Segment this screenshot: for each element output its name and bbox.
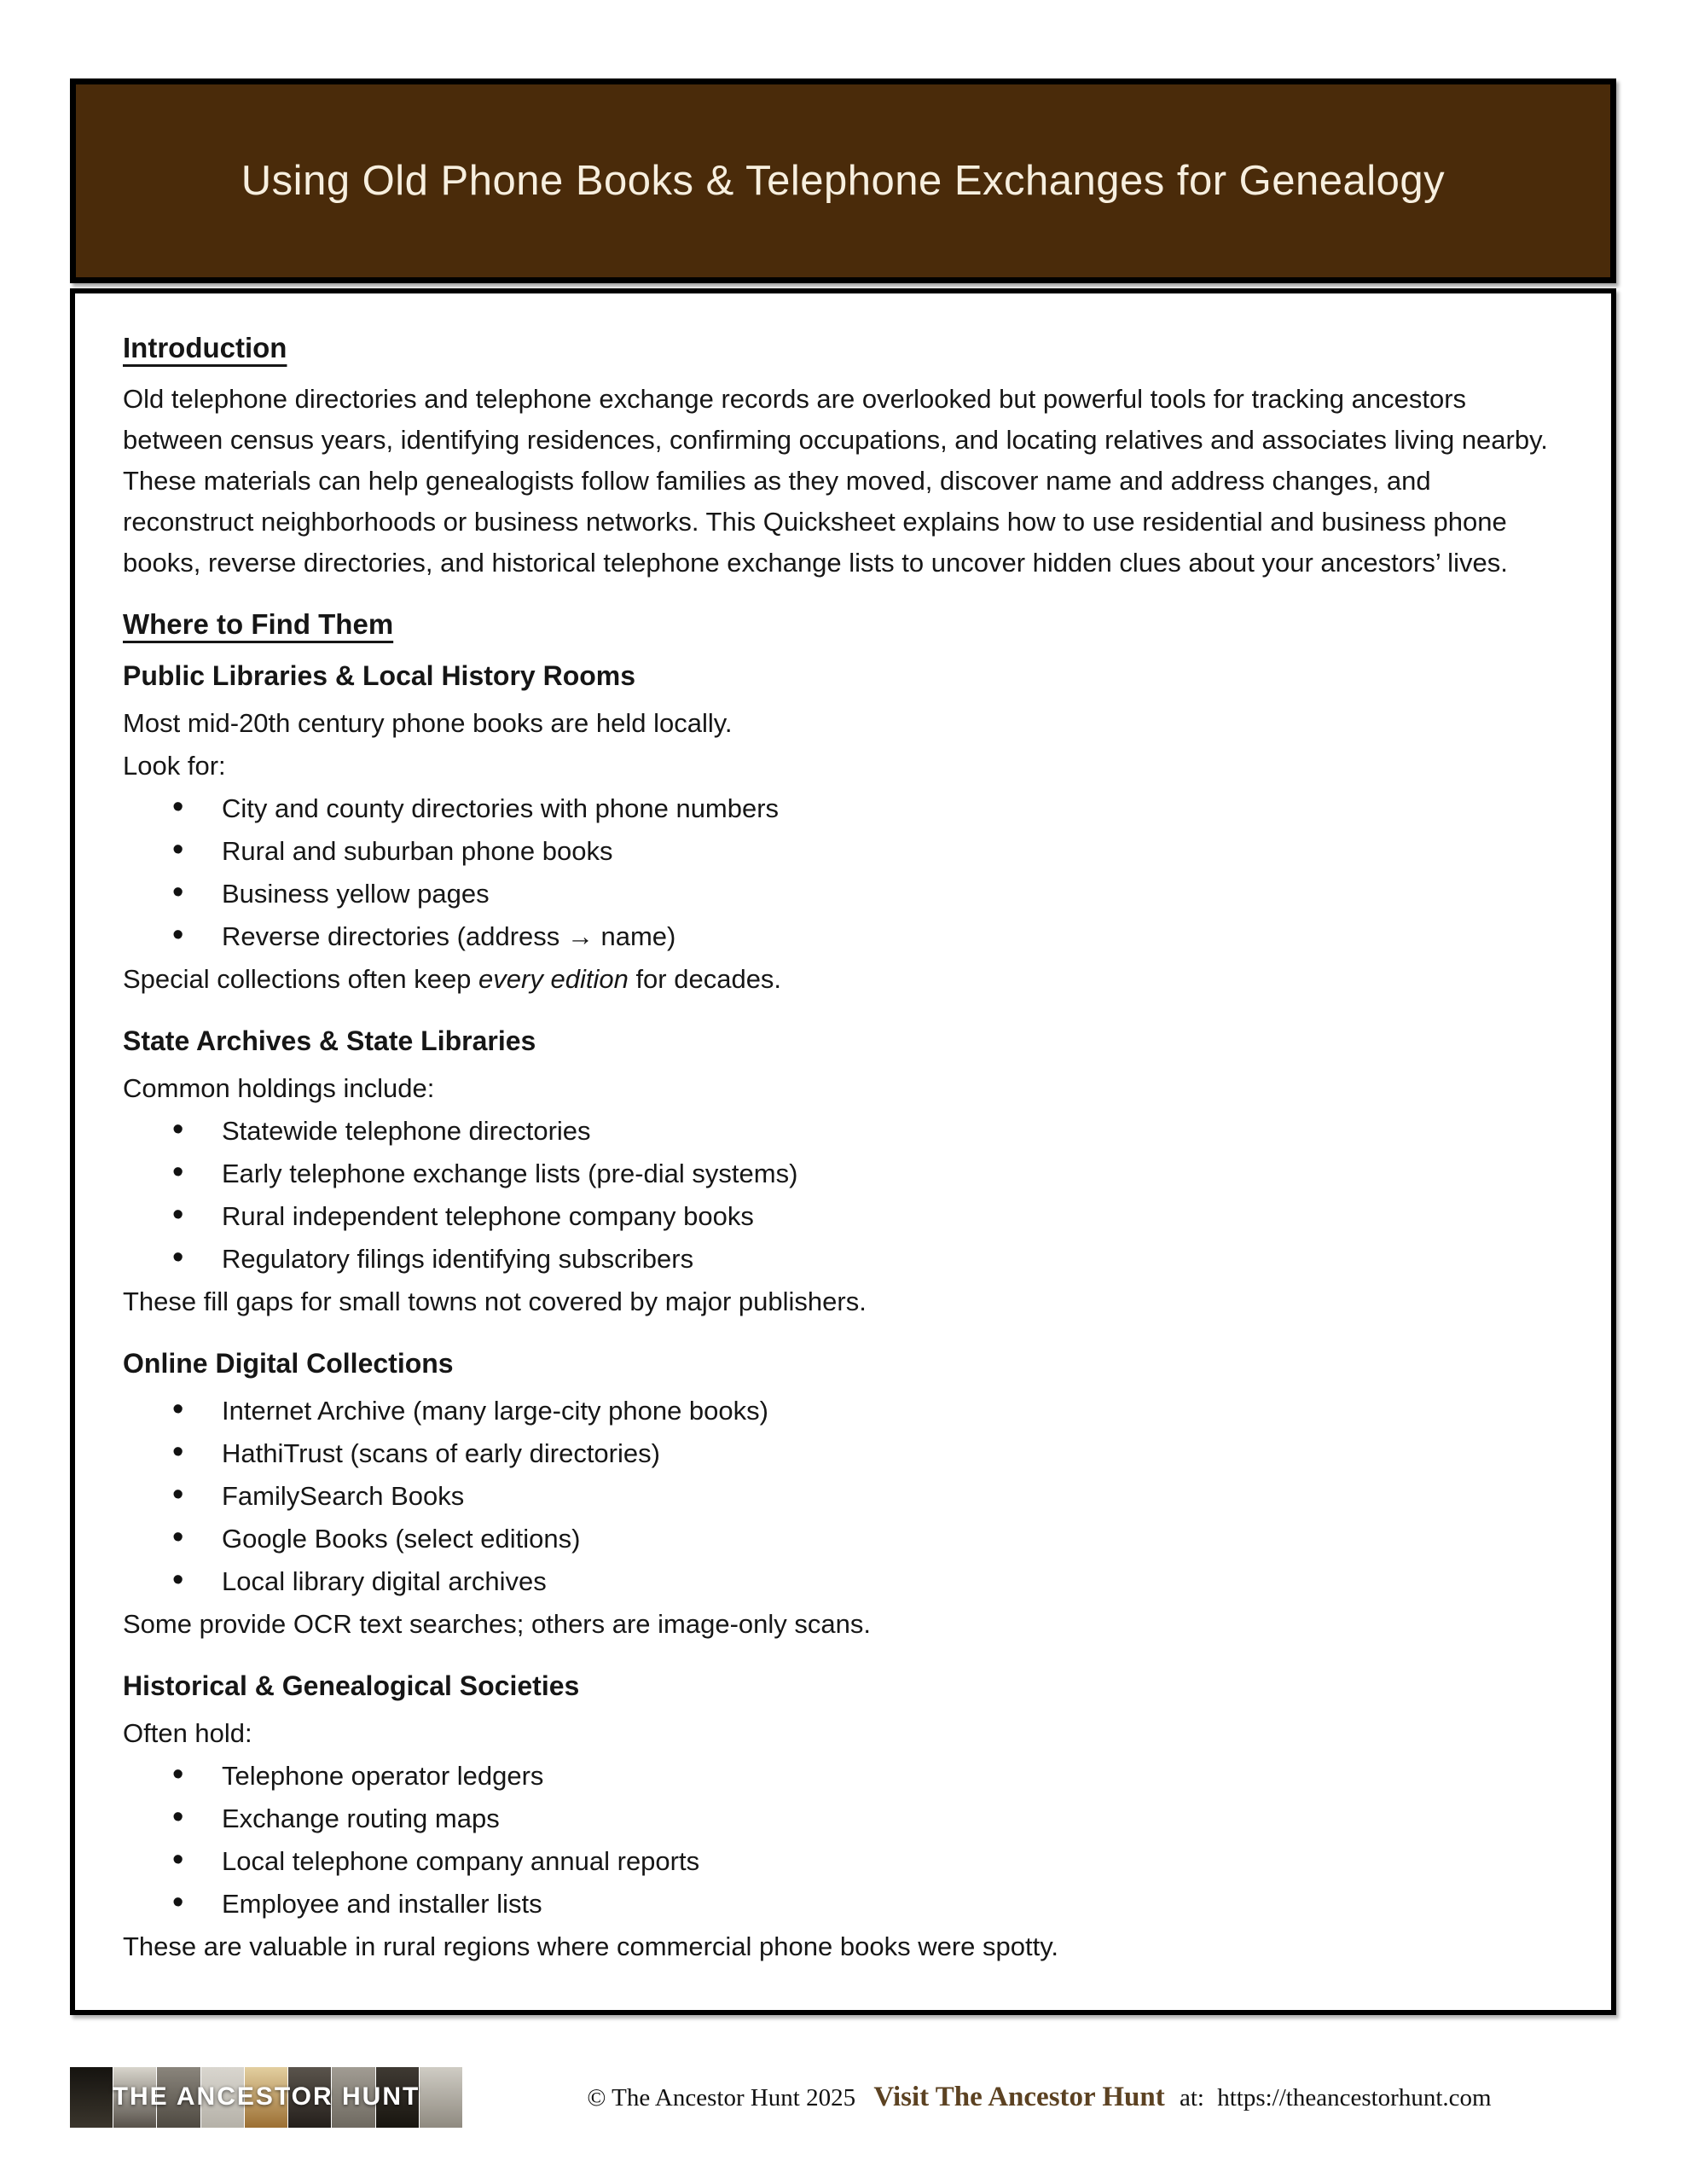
logo-text: THE ANCESTOR HUNT xyxy=(112,2082,420,2111)
list-item xyxy=(123,831,1563,872)
subsection-public-libraries xyxy=(123,655,1563,1000)
copyright-text: © The Ancestor Hunt 2025 xyxy=(587,2083,856,2111)
closing-note: These fill gaps for small towns not covered by major publishers. xyxy=(123,1287,867,1316)
content-panel xyxy=(70,288,1616,2015)
list-item xyxy=(123,1153,1563,1194)
intro-paragraph: Old telephone directories and telephone exchange records are overlooked but powerful tools for tracking ancestors between census years, identifying residences, confirming occupations, and locating relatives and associates living nearby. These materials can help genealogists follow families as they moved, discover name and address changes, and reconstruct neighborhoods or business networks. This Quicksheet explains how to use residential and business phone books, reverse directories, and historical telephone exchange lists to uncover hidden clues about your ancestors’ lives. xyxy=(123,384,1548,578)
list-item-text: Local telephone company annual reports xyxy=(222,1846,700,1876)
closing-note xyxy=(123,959,1563,1000)
subsection-heading: Historical & Genealogical Societies xyxy=(123,1670,580,1701)
list-item xyxy=(123,1884,1563,1925)
section-heading-introduction: Introduction xyxy=(123,332,287,363)
list-item-text: Regulatory filings identifying subscribers xyxy=(222,1244,694,1274)
list-item xyxy=(123,1239,1563,1280)
title-banner xyxy=(70,78,1616,283)
list-item xyxy=(123,1196,1563,1237)
list-item xyxy=(123,1476,1563,1517)
list-item-text: Google Books (select editions) xyxy=(222,1524,581,1554)
list-item xyxy=(123,1561,1563,1602)
bullet-list xyxy=(123,788,1563,957)
list-item xyxy=(123,1111,1563,1152)
subsection-state-archives xyxy=(123,1020,1563,1322)
list-item-text: Rural and suburban phone books xyxy=(222,836,613,866)
visit-at-text: at: xyxy=(1179,2083,1204,2111)
list-item-text: Early telephone exchange lists (pre-dial systems) xyxy=(222,1159,798,1188)
list-item-text: Business yellow pages xyxy=(222,879,490,909)
subsection-heading: Online Digital Collections xyxy=(123,1348,454,1379)
footer-logo xyxy=(70,2067,462,2128)
list-item-text: Exchange routing maps xyxy=(222,1804,500,1833)
list-item xyxy=(123,916,1563,957)
list-item-text: Reverse directories (address → name) xyxy=(222,921,676,951)
lead-paragraph: Most mid-20th century phone books are held locally. xyxy=(123,708,733,738)
list-item-text: FamilySearch Books xyxy=(222,1481,465,1511)
subsection-online-digital xyxy=(123,1343,1563,1645)
list-item xyxy=(123,788,1563,829)
closing-text: Special collections often keep xyxy=(123,964,479,994)
list-item xyxy=(123,874,1563,915)
site-url-link[interactable]: https://theancestorhunt.com xyxy=(1217,2083,1492,2111)
list-item-text: Rural independent telephone company books xyxy=(222,1201,754,1231)
lead-paragraph: Look for: xyxy=(123,751,226,781)
list-item xyxy=(123,1433,1563,1474)
footer xyxy=(70,2063,1616,2131)
bullet-list xyxy=(123,1111,1563,1280)
list-item-text: Employee and installer lists xyxy=(222,1889,542,1919)
list-item xyxy=(123,1391,1563,1432)
lead-paragraph: Often hold: xyxy=(123,1718,252,1748)
list-item-text: Internet Archive (many large-city phone books) xyxy=(222,1396,768,1426)
list-item-text: Statewide telephone directories xyxy=(222,1116,591,1146)
bullet-list xyxy=(123,1756,1563,1925)
list-item-text: Telephone operator ledgers xyxy=(222,1761,544,1791)
bullet-list xyxy=(123,1391,1563,1602)
closing-note: These are valuable in rural regions where commercial phone books were spotty. xyxy=(123,1931,1059,1961)
lead-paragraph: Common holdings include: xyxy=(123,1073,435,1103)
closing-text: for decades. xyxy=(628,964,782,994)
page-title: Using Old Phone Books & Telephone Exchanges for Genealogy xyxy=(241,158,1446,204)
list-item xyxy=(123,1756,1563,1797)
list-item xyxy=(123,1841,1563,1882)
list-item xyxy=(123,1519,1563,1560)
copyright-line xyxy=(462,2082,1616,2113)
list-item-text: City and county directories with phone numbers xyxy=(222,793,780,823)
brand-text: Visit The Ancestor Hunt xyxy=(873,2081,1165,2112)
list-item xyxy=(123,1798,1563,1839)
section-heading-where-to-find-them: Where to Find Them xyxy=(123,608,394,640)
closing-note: Some provide OCR text searches; others are image-only scans. xyxy=(123,1609,871,1639)
list-item-text: HathiTrust (scans of early directories) xyxy=(222,1438,660,1468)
closing-italic-text: every edition xyxy=(478,964,629,994)
subsection-historical-societies xyxy=(123,1665,1563,1967)
list-item-text: Local library digital archives xyxy=(222,1566,547,1596)
subsection-heading: Public Libraries & Local History Rooms xyxy=(123,660,636,691)
subsection-heading: State Archives & State Libraries xyxy=(123,1025,536,1056)
